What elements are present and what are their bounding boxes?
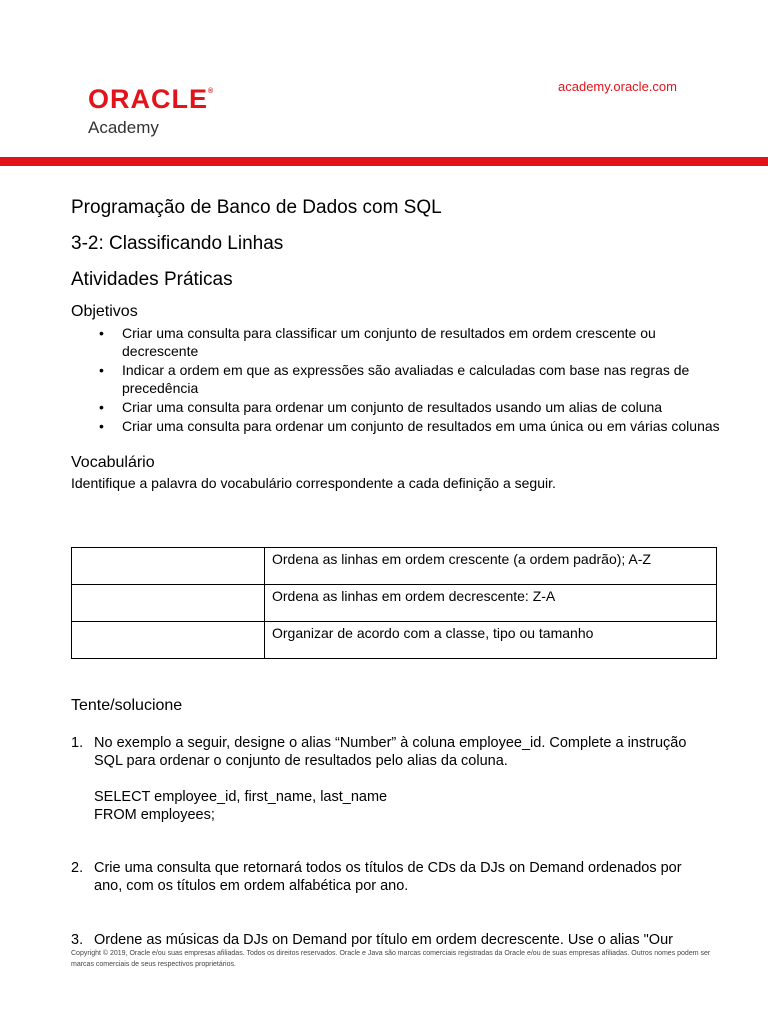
objective-item: • Criar uma consulta para ordenar um conjunto de resultados usando um alias de coluna — [99, 399, 663, 415]
table-row — [72, 548, 717, 585]
objective-item: • Criar uma consulta para ordenar um conjunto de resultados em uma única ou em várias colunas — [99, 418, 720, 434]
objective-item: • Indicar a ordem em que as expressões são avaliadas e calculadas com base nas regras de precedência — [99, 362, 690, 396]
oracle-logo-text: ORACLE® — [88, 84, 215, 114]
exercise-text: Ordene as músicas da DJs on Demand por título em ordem decrescente. Use o alias "Our — [94, 932, 673, 948]
vocab-term-cell[interactable] — [72, 622, 265, 659]
exercise-number: 3. — [71, 932, 84, 948]
sql-line: FROM employees; — [94, 807, 215, 823]
exercise-text: Crie uma consulta que retornará todos os títulos de CDs da DJs on Demand ordenados por ano, com os títulos em ordem alfabética por ano. — [94, 860, 682, 894]
objectives-list — [71, 324, 721, 435]
vocabulary-heading: Vocabulário — [71, 454, 155, 471]
oracle-academy-logo — [88, 86, 214, 136]
vocabulary-intro: Identifique a palavra do vocabulário correspondente a cada definição a seguir. — [71, 475, 556, 491]
academy-site-link[interactable]: academy.oracle.com — [558, 79, 677, 94]
vocab-term-cell[interactable] — [72, 548, 265, 585]
exercise-text: No exemplo a seguir, designe o alias “Number” à coluna employee_id. Complete a instrução SQL para ordenar o conjunto de resultados pelo alias da coluna. — [94, 735, 687, 769]
sql-line: SELECT employee_id, first_name, last_name — [94, 789, 388, 805]
exercise-3 — [71, 931, 711, 949]
sql-code-block — [94, 788, 387, 824]
academy-logo-text: Academy — [88, 118, 159, 137]
header-divider — [0, 157, 768, 166]
exercise-number: 2. — [71, 860, 84, 876]
objectives-heading: Objetivos — [71, 303, 138, 320]
course-title: Programação de Banco de Dados com SQL — [71, 197, 442, 218]
table-row — [72, 585, 717, 622]
table-row — [72, 622, 717, 659]
exercise-number: 1. — [71, 735, 84, 751]
exercise-2 — [71, 859, 711, 895]
exercises-heading: Tente/solucione — [71, 697, 183, 714]
vocabulary-table — [71, 547, 717, 659]
exercise-1 — [71, 734, 711, 770]
activity-title: Atividades Práticas — [71, 269, 233, 290]
vocab-definition-cell: Ordena as linhas em ordem crescente (a ordem padrão); A-Z — [265, 548, 717, 585]
document-body — [71, 198, 721, 492]
objective-item: • Criar uma consulta para classificar um conjunto de resultados em ordem crescente ou decrescente — [99, 325, 656, 359]
vocab-term-cell[interactable] — [72, 585, 265, 622]
vocab-definition-cell: Ordena as linhas em ordem decrescente: Z-A — [265, 585, 717, 622]
lesson-title: 3-2: Classificando Linhas — [71, 233, 284, 254]
copyright-footer: Copyright © 2019, Oracle e/ou suas empresas afiliadas. Todos os direitos reservados. Oracle e Java são marcas comerciais registradas da Oracle e/ou de suas empresas afiliadas. Outros nomes podem ser marcas comerciais de seus respectivos proprietários. — [71, 950, 711, 968]
vocab-definition-cell: Organizar de acordo com a classe, tipo ou tamanho — [265, 622, 717, 659]
